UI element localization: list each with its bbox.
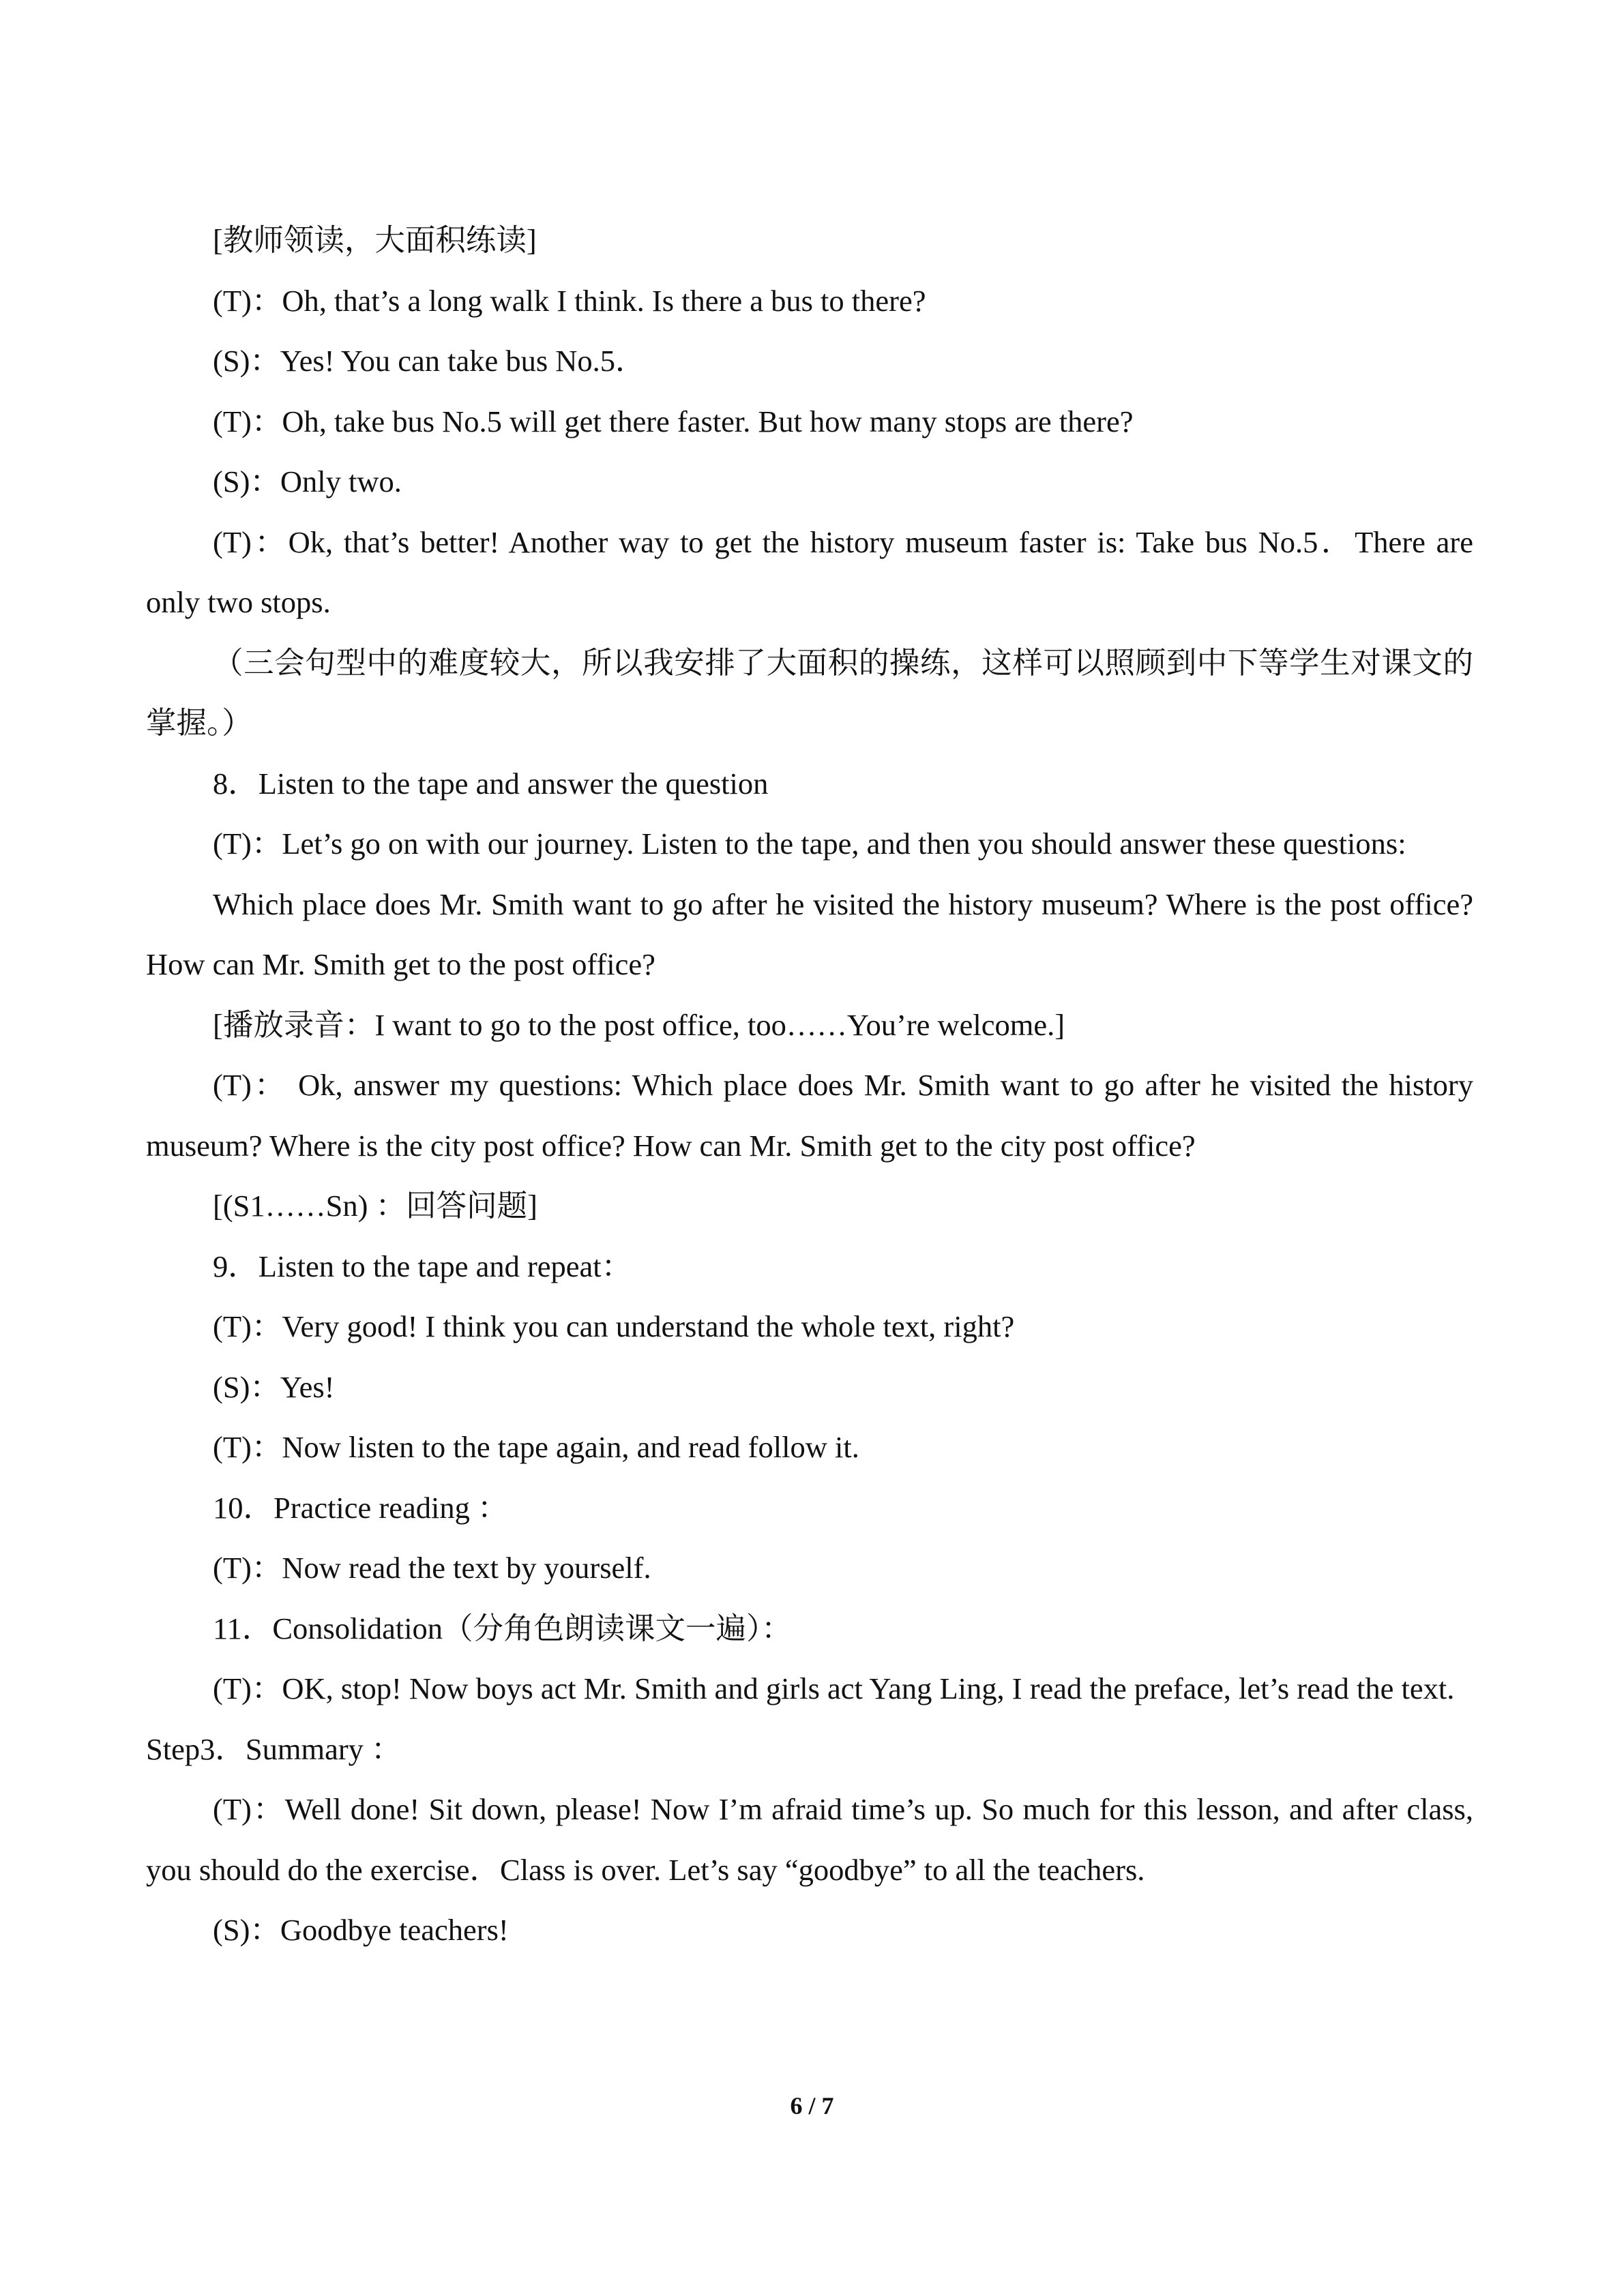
paragraph-dialogue: (T)：Oh, take bus No.5 will get there faster. But how many stops are there? [213, 404, 1134, 438]
paragraph-dialogue: (T)：OK, stop! Now boys act Mr. Smith and girls act Yang Ling, I read the preface, let’s read the text. [213, 1671, 1455, 1705]
paragraph-dialogue: (T)：Ok, that’s better! Another way to get the history museum faster is: Take bus No.5．There are only two stops. [146, 524, 1473, 619]
paragraph-students-answer-note: [(S1……Sn) ：回答问题] [213, 1189, 537, 1223]
paragraph-dialogue: (T)：Now read the text by yourself. [213, 1551, 651, 1585]
paragraph-dialogue: (T)：Now listen to the tape again, and read follow it. [213, 1430, 859, 1464]
page-number: 6 / 7 [790, 2092, 834, 2119]
paragraph-teacher-note-drill: [教师领读，大面积练读] [213, 223, 537, 257]
paragraph-dialogue: (T)： Ok, answer my questions: Which place does Mr. Smith want to go after he visited the history museum? Where is the city post office? How can Mr. Smith get to the city post office? [146, 1068, 1473, 1163]
paragraph-dialogue: (T)：Let’s go on with our journey. Listen to the tape, and then you should answer these questions: [213, 826, 1406, 861]
section-heading-practice-reading: 10．Practice reading ： [213, 1490, 508, 1525]
paragraph-dialogue: (T)：Well done! Sit down, please! Now I’m afraid time’s up. So much for this lesson, and after class, you should do the exercise．Class is over. Let’s say “goodbye” to all the teachers. [146, 1792, 1473, 1887]
paragraph-dialogue: (S)：Goodbye teachers! [213, 1913, 509, 1947]
paragraph-dialogue: (T)：Oh, that’s a long walk I think. Is there a bus to there? [213, 283, 926, 318]
paragraph-dialogue: (T)：Very good! I think you can understand the whole text, right? [213, 1309, 1015, 1343]
paragraph-dialogue: (S)：Only two. [213, 464, 402, 498]
paragraph-teaching-note: （三会句型中的难度较大，所以我安排了大面积的操练，这样可以照顾到中下等学生对课文的掌握。） [146, 645, 1473, 740]
section-heading-consolidation: 11．Consolidation（分角色朗读课文一遍）： [213, 1611, 792, 1645]
section-heading-listen-repeat: 9．Listen to the tape and repeat： [213, 1249, 632, 1283]
section-heading-summary: Step3．Summary ： [146, 1731, 402, 1766]
paragraph-dialogue: (S)：Yes! [213, 1369, 335, 1404]
section-heading-listen-answer: 8．Listen to the tape and answer the question [213, 766, 769, 801]
paragraph-dialogue: (S)：Yes! You can take bus No.5． [213, 344, 646, 378]
document-body [146, 210, 1473, 1960]
paragraph-questions: Which place does Mr. Smith want to go after he visited the history museum? Where is the post office? How can Mr. Smith get to the post office? [146, 886, 1473, 981]
paragraph-audio-note: [播放录音：I want to go to the post office, too……You’re welcome.] [213, 1007, 1065, 1042]
